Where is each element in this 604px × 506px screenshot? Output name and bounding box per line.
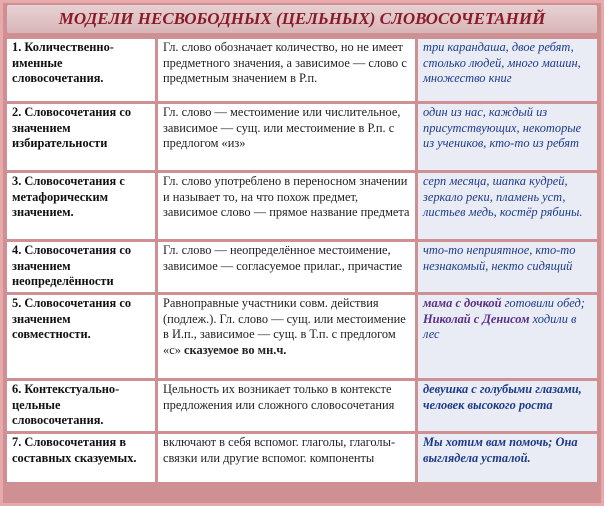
example-text: ходили в лес	[423, 311, 577, 341]
table-row	[7, 242, 597, 292]
collocation-models-table	[7, 36, 597, 485]
model-example	[415, 295, 597, 378]
model-type: 3. Словосочетания с метафорическим значением.	[7, 173, 155, 239]
model-description: включают в себя вспомог. глаголы, глаголы-связки или другие вспомог. компоненты	[155, 434, 415, 482]
model-description	[155, 295, 415, 378]
example-emphasis: Мы хотим вам помочь;	[423, 435, 553, 449]
model-example: один из нас, каждый из присутствующих, некоторые из учеников, кто-то из ребят	[415, 104, 597, 170]
model-type: 4. Словосочетания со значением неопределённости	[7, 242, 155, 292]
model-type: 7. Словосочетания в составных сказуемых.	[7, 434, 155, 482]
description-emphasis: сказуемое во мн.ч.	[184, 342, 287, 357]
table-row	[7, 104, 597, 170]
table-row	[7, 173, 597, 239]
table-row	[7, 434, 597, 482]
model-description: Цельность их возникает только в контексте предложения или сложного словосочетания	[155, 381, 415, 431]
example-emphasis: мама с дочкой	[423, 296, 502, 310]
model-example	[415, 434, 597, 482]
model-description: Гл. слово обозначает количество, но не имеет предметного значения, а зависимое — слово с предметным значением в Р.п.	[155, 39, 415, 101]
page-title: МОДЕЛИ НЕСВОБОДНЫХ (ЦЕЛЬНЫХ) СЛОВОСОЧЕТАНИЙ	[7, 5, 597, 33]
table-row	[7, 295, 597, 378]
model-example: что-то неприятное, кто-то незнакомый, некто сидящий	[415, 242, 597, 292]
model-example: три карандаша, двое ребят, столько людей, много машин, множество книг	[415, 39, 597, 101]
description-text: Равноправные участники совм. действия (подлеж.). Гл. слово — сущ. или местоимение в И.п., зависимое — сущ. в Т.п. с предлогом «с»	[163, 296, 406, 357]
example-emphasis: Николай с Денисом	[423, 311, 530, 326]
model-type: 6. Контекстуально-цельные словосочетания.	[7, 381, 155, 431]
model-description: Гл. слово употреблено в переносном значении и называет то, на что похож предмет, зависимое слово — прямое название предмета	[155, 173, 415, 239]
example-text: готовили обед;	[504, 296, 585, 310]
model-type: 2. Словосочетания со значением избирательности	[7, 104, 155, 170]
table-row	[7, 381, 597, 431]
model-type: 5. Словосочетания со значением совместности.	[7, 295, 155, 378]
model-type: 1. Количественно-именные словосочетания.	[7, 39, 155, 101]
model-example: девушка с голубыми глазами, человек высокого роста	[415, 381, 597, 431]
model-description: Гл. слово — неопределённое местоимение, зависимое — согласуемое прилаг., причастие	[155, 242, 415, 292]
table-row	[7, 39, 597, 101]
model-example: серп месяца, шапка кудрей, зеркало реки, пламень уст, листьев медь, костёр рябины.	[415, 173, 597, 239]
model-description: Гл. слово — местоимение или числительное, зависимое — сущ. или местоимение в Р.п. с предлогом «из»	[155, 104, 415, 170]
example-emphasis: Она выглядела усталой.	[423, 435, 578, 465]
